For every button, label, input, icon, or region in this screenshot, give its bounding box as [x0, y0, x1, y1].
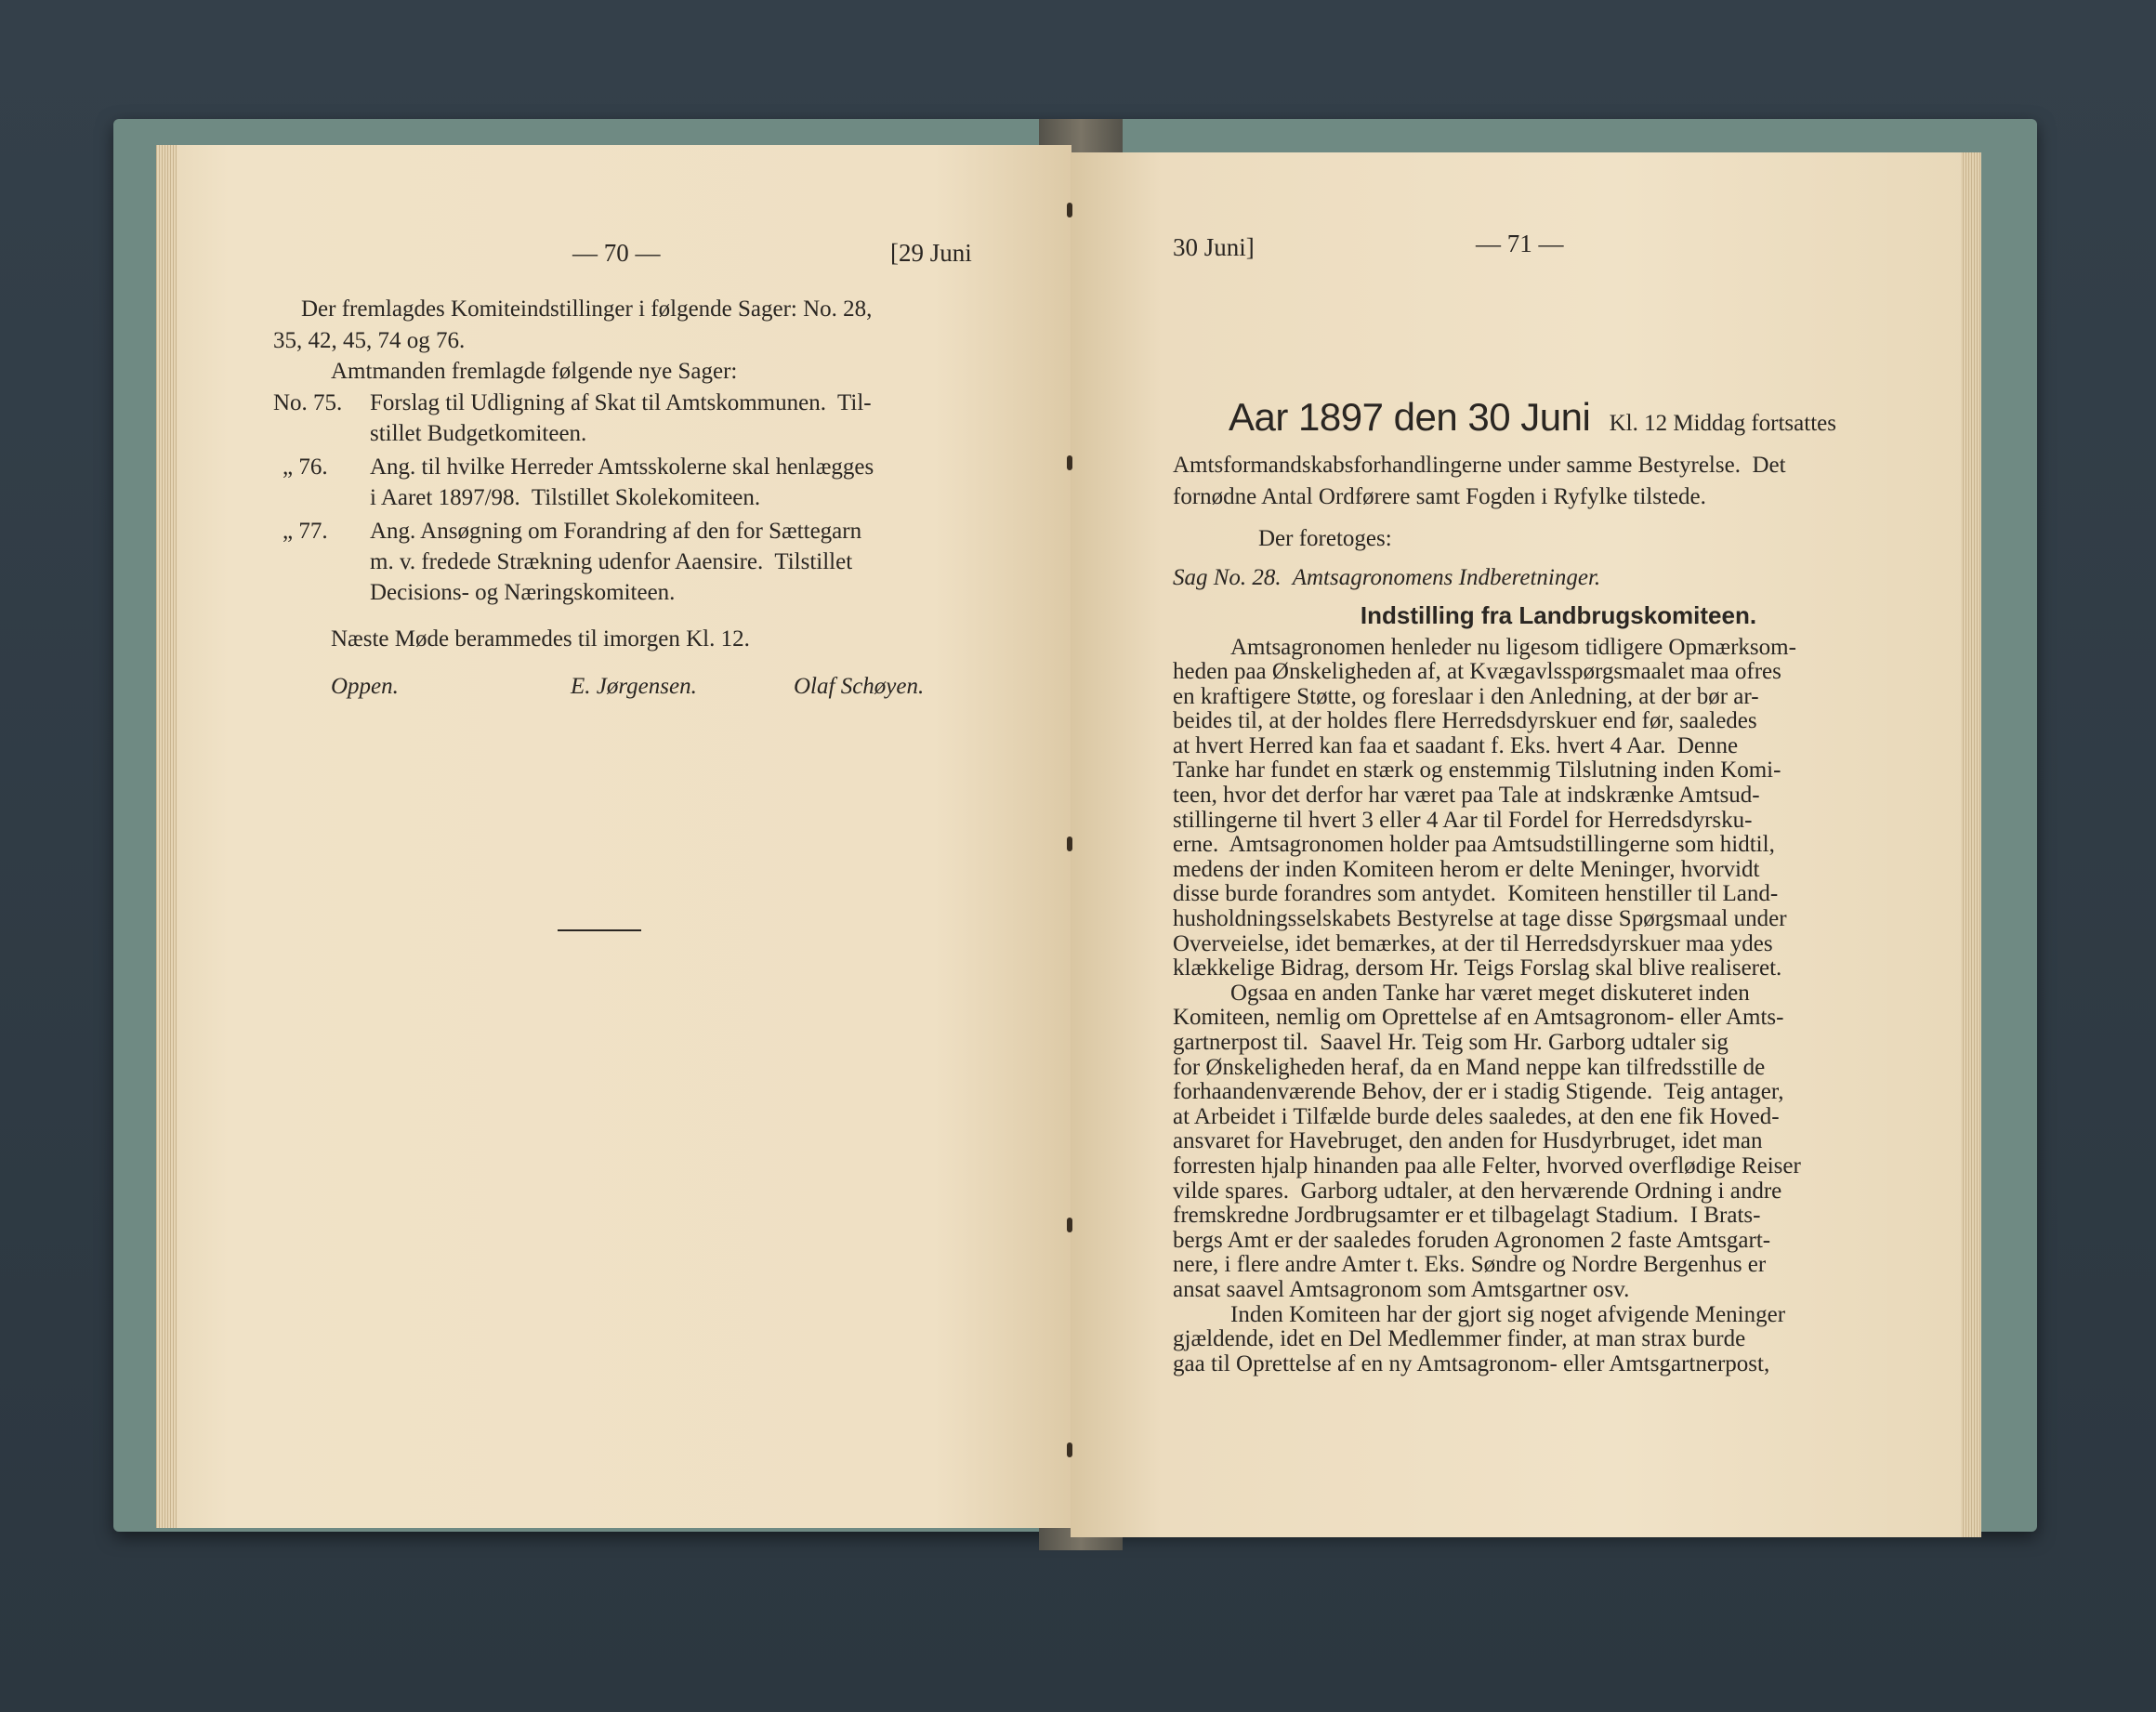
item-line: Decisions- og Næringskomiteen. [370, 579, 676, 605]
item-number: „ 77. [283, 518, 328, 544]
item-line: stillet Budgetkomiteen. [370, 420, 587, 446]
body-line: fremskredne Jordbrugsamter er et tilbagelagt Stadium. I Brats- [1173, 1203, 1761, 1229]
section-heading: Indstilling fra Landbrugskomiteen. [1360, 601, 1757, 629]
signature: Olaf Schøyen. [794, 674, 925, 699]
item-line: m. v. fredede Strækning udenfor Aaensire. Tilstillet [370, 548, 853, 574]
binding-stitch [1067, 1218, 1072, 1232]
body-line: ansvaret for Havebruget, den anden for Husdyrbruget, idet man [1173, 1128, 1763, 1154]
body-line: Ogsaa en anden Tanke har været meget diskuteret inden [1230, 980, 1750, 1006]
binding-stitch [1067, 203, 1072, 217]
body-line: heden paa Ønskeligheden af, at Kvægavlsspørgsmaalet maa ofres [1173, 659, 1781, 685]
paragraph-line: Der fremlagdes Komiteindstillinger i følgende Sager: No. 28, [301, 296, 873, 322]
next-meeting: Næste Møde berammedes til imorgen Kl. 12. [331, 626, 750, 652]
right-page-number: — 71 — [1476, 230, 1564, 257]
body-line: nere, i flere andre Amter t. Eks. Søndre og Nordre Bergenhus er [1173, 1252, 1767, 1278]
agenda-item [273, 516, 1045, 609]
item-line: Ang. til hvilke Herreder Amtsskolerne skal henlægges [370, 454, 874, 480]
body-line: gartnerpost til. Saavel Hr. Teig som Hr. Garborg udtaler sig [1173, 1030, 1729, 1055]
item-line: Ang. Ansøgning om Forandring af den for Sættegarn [370, 518, 862, 544]
body-line: vilde spares. Garborg udtaler, at den herværende Ordning i andre [1173, 1178, 1782, 1204]
body-line: teen, hvor det derfor har været paa Tale at indskrænke Amtsud- [1173, 783, 1760, 809]
body-line: gjældende, idet en Del Medlemmer finder, at man strax burde [1173, 1326, 1746, 1352]
body-line: forresten hjalp hinanden paa alle Felter, hvorved overflødige Reiser [1173, 1152, 1801, 1179]
item-number: No. 75. [273, 389, 343, 415]
opening-date: Aar 1897 den 30 Juni [1229, 395, 1591, 439]
right-date-header: 30 Juni] [1173, 233, 1255, 261]
item-number: „ 76. [283, 454, 328, 480]
signature: Oppen. [331, 674, 399, 699]
body-line: Komiteen, nemlig om Oprettelse af en Amtsagronom- eller Amts- [1173, 1005, 1784, 1031]
body-line: husholdningsselskabets Bestyrelse at tage disse Spørgsmaal under [1173, 906, 1787, 932]
body-line: Overveielse, idet bemærkes, at der til Herredsdyrskuer maa ydes [1173, 930, 1773, 956]
opening-line [1173, 395, 1963, 450]
paragraph-line: 35, 42, 45, 74 og 76. [273, 327, 466, 353]
item-line: i Aaret 1897/98. Tilstillet Skolekomiteen. [370, 484, 761, 510]
body-line: ansat saavel Amtsagronom som Amtsgartner osv. [1173, 1276, 1630, 1302]
binding-stitch [1067, 455, 1072, 470]
body-line: beides til, at der holdes flere Herredsdyrskuer end før, saaledes [1173, 708, 1757, 734]
body-text [1173, 636, 1963, 1377]
body-line: bergs Amt er der saaledes foruden Agronomen 2 faste Amtsgart- [1173, 1227, 1771, 1253]
left-date-header: [29 Juni [890, 239, 972, 267]
right-page-edges [1961, 152, 1981, 1537]
body-line: gaa til Oprettelse af en ny Amtsagronom- eller Amtsgartnerpost, [1173, 1350, 1770, 1376]
opening-time: Kl. 12 Middag fortsattes [1609, 411, 1836, 436]
body-line: Amtsagronomen henleder nu ligesom tidligere Opmærksom- [1230, 634, 1796, 660]
left-page-edges [156, 145, 177, 1528]
right-body [1173, 395, 1963, 1376]
opening-text: Amtsformandskabsforhandlingerne under samme Bestyrelse. Det [1173, 453, 1786, 478]
section-divider [558, 929, 641, 931]
left-page-number: — 70 — [572, 239, 661, 267]
opening-text: fornødne Antal Ordførere samt Fogden i Ryfylke tilstede. [1173, 483, 1706, 509]
paragraph-line: Amtmanden fremlagde følgende nye Sager: [331, 359, 738, 384]
left-page [156, 145, 1071, 1528]
signatures [273, 671, 1045, 708]
body-line: en kraftigere Støtte, og foreslaar i den Anledning, at der bør ar- [1173, 683, 1759, 709]
body-line: Inden Komiteen har der gjort sig noget afvigende Meninger [1230, 1301, 1786, 1327]
body-line: medens der inden Komiteen herom er delte Meninger, hvorvidt [1173, 856, 1760, 882]
body-line: disse burde forandres som antydet. Komiteen henstiller til Land- [1173, 881, 1779, 907]
signature: E. Jørgensen. [571, 674, 697, 699]
body-line: Tanke har fundet en stærk og enstemmig Tilslutning inden Komi- [1173, 757, 1781, 784]
der-foretoges: Der foretoges: [1258, 526, 1392, 551]
body-line: for Ønskeligheden heraf, da en Mand neppe kan tilfredsstille de [1173, 1054, 1766, 1080]
body-line: erne. Amtsagronomen holder paa Amtsudstillingerne som hidtil, [1173, 832, 1775, 858]
binding-stitch [1067, 836, 1072, 851]
binding-stitch [1067, 1442, 1072, 1457]
body-line: klækkelige Bidrag, dersom Hr. Teigs Forslag skal blive realiseret. [1173, 955, 1782, 981]
agenda-item [273, 452, 1045, 514]
left-body [273, 294, 1045, 708]
body-line: forhaandenværende Behov, der er i stadig Stigende. Teig antager, [1173, 1079, 1784, 1105]
case-title: Sag No. 28. Amtsagronomens Indberetninger. [1173, 564, 1601, 590]
agenda-item [273, 388, 1045, 450]
item-line: Forslag til Udligning af Skat til Amtskommunen. Til- [370, 389, 872, 415]
body-line: at hvert Herred kan faa et saadant f. Eks. hvert 4 Aar. Denne [1173, 732, 1739, 758]
body-line: at Arbeidet i Tilfælde burde deles saaledes, at den ene fik Hoved- [1173, 1103, 1780, 1129]
body-line: stillingerne til hvert 3 eller 4 Aar til Fordel for Herredsdyrsku- [1173, 807, 1753, 833]
right-page [1071, 152, 1981, 1537]
